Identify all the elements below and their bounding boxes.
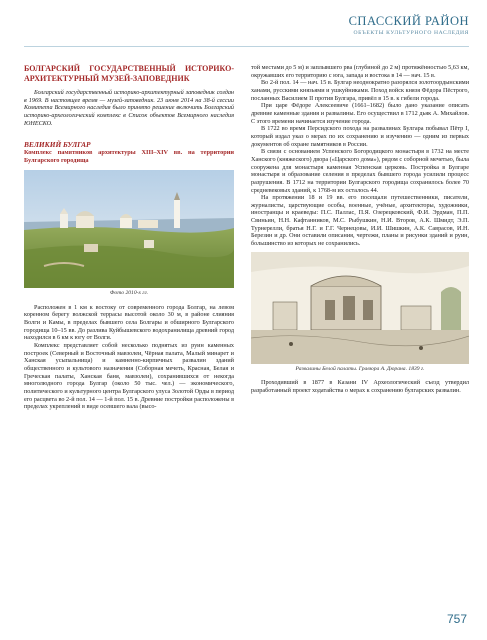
paragraph: В 1722 во время Персидского похода на развалинах Булгара побывал Пётр I, который издал указ о мерах по их сохранению и изучению — одним из первых документов об охране памятников в России. <box>251 125 469 148</box>
subheading: ВЕЛИКИЙ БУЛГАР <box>24 140 91 150</box>
running-header <box>349 14 469 36</box>
paragraph: Расположен в 1 км к востоку от современного города Болгар, на левом коренном берегу волжской террасы высотой около 30 м, в районе слияния Волги и Камы, в пределах бывшего села Болгары и обширного Булгарского городища 10–15 вв. До разлива Куйбышевского водохранилища древний город находился в 6 км к югу от Волги. <box>24 303 234 342</box>
paragraph: В связи с основанием Успенского Богородицкого монастыря в 1732 на месте Ханского (княжеского) двора («Царского дома»), рядом с соборной мечетью, была сооружена для монастыря каменная Успенская церковь. Постройка в Булгаре монастыря и образование селения в пределах бывшего города усилили процесс разрушения. В 1712 на территории Булгарского городища сохранилось более 70 средневековых зданий, к 1768-м их осталось 44. <box>251 148 469 194</box>
right-column <box>251 64 469 395</box>
paragraph: той местами до 5 м) и заплывшего рва (глубиной до 2 м) протяжённостью 5,63 км, окружавших его территорию с юга, запада и востока в 14 — нач. 15 в. <box>251 64 469 79</box>
bulgar-photo <box>24 170 234 288</box>
paragraph: Во 2-й пол. 14 — нач. 15 в. Булгар неоднократно разорялся золотоордынскими ханами, русскими князьями и ушкуйниками. Поход войск князя Фёдора Пёстрого, посланных Василием II против Булгара, привёл в 15 в. к гибели города. <box>251 79 469 102</box>
paragraph: Комплекс представляет собой несколько поднятых из руин каменных построек (Северный и Восточный мавзолеи, Чёрная палата, Малый минарет и Ханская усыпальница) и камненно-кирпичных развалин зданий общественного и культового назначения (Соборная мечеть, Красная, Белая и Греческая палаты, Ханская баня, мавзолеи), сохранившихся от некогда многолюдного города Булгар (около 50 тыс. чел.) — экономического, политического и культурного центра Булгарского улуса Золотой Орды в период его расцвета во 2-й пол. 14 — 1-й пол. 15 в. Древние постройки расположены в пределах укреплений в виде осевшего вала (высо- <box>24 342 234 411</box>
left-column <box>24 64 234 411</box>
ruins-engraving-image <box>251 252 469 364</box>
section-title: БОЛГАРСКИЙ ГОСУДАРСТВЕННЫЙ ИСТОРИКО-АРХИТЕКТУРНЫЙ МУЗЕЙ-ЗАПОВЕДНИК <box>24 64 234 83</box>
header-rule <box>24 46 469 47</box>
paragraph: При царе Фёдоре Алексеевиче (1661–1682) было дано указание описать древние каменные здания и развалины. Его осуществил в 1712 дьяк А. Михайлов. С этого времени начинается изучение города. <box>251 102 469 125</box>
engraving-image <box>251 252 469 364</box>
photo-caption: Фото 2010-х гг. <box>109 290 149 297</box>
region-title: СПАССКИЙ РАЙОН <box>348 14 469 28</box>
paragraph: Проходивший в 1877 в Казани IV Археологический съезд утвердил разработанный проект ходатайства о мерах к сохранению булгарских развалин. <box>251 379 469 395</box>
paragraph: На протяжении 18 и 19 вв. его посещали путешественники, писатели, журналисты, царствующие особы, военные, учёные, архитекторы, художники, иностранцы и краеведы: П.С. Паллас, П.Я. Озерецковский, Ф.И. Эрдман, П.П. Свиньин, Н.Н. Кафтанников, М.С. Рыбушкин, Н.И. Второв, А.К. Шмидт, Э.П. Турнерелли, братья Н.Г. и Г.Г. Чернецовы, И.И. Шишкин, А.К. Саврасов, И.Н. Березин и др. Они оставили описания, чертежи, планы и рисунки зданий и руин, большинство из которых не сохранились. <box>251 194 469 248</box>
subheading-detail: Комплекс памятников архитектуры XIII–XIV вв. на территории Булгарского городища <box>24 148 234 164</box>
page-number: 757 <box>446 612 467 626</box>
intro-paragraph: Болгарский государственный историко-архитектурный заповедник создан в 1969. В настоящее время — музей-заповедник. 23 июня 2014 на 38-й сессии Комитета Всемирного наследия было принято решение включить Болгарский историко-археологический комплекс в Список объектов Всемирного наследия ЮНЕСКО. <box>24 89 234 127</box>
landscape-photo-image <box>24 170 234 288</box>
region-subtitle: ОБЪЕКТЫ КУЛЬТУРНОГО НАСЛЕДИЯ <box>353 30 469 36</box>
engraving-caption: Развалины Белой палаты. Гравюра А. Дюрана. 1839 г. <box>295 365 425 372</box>
